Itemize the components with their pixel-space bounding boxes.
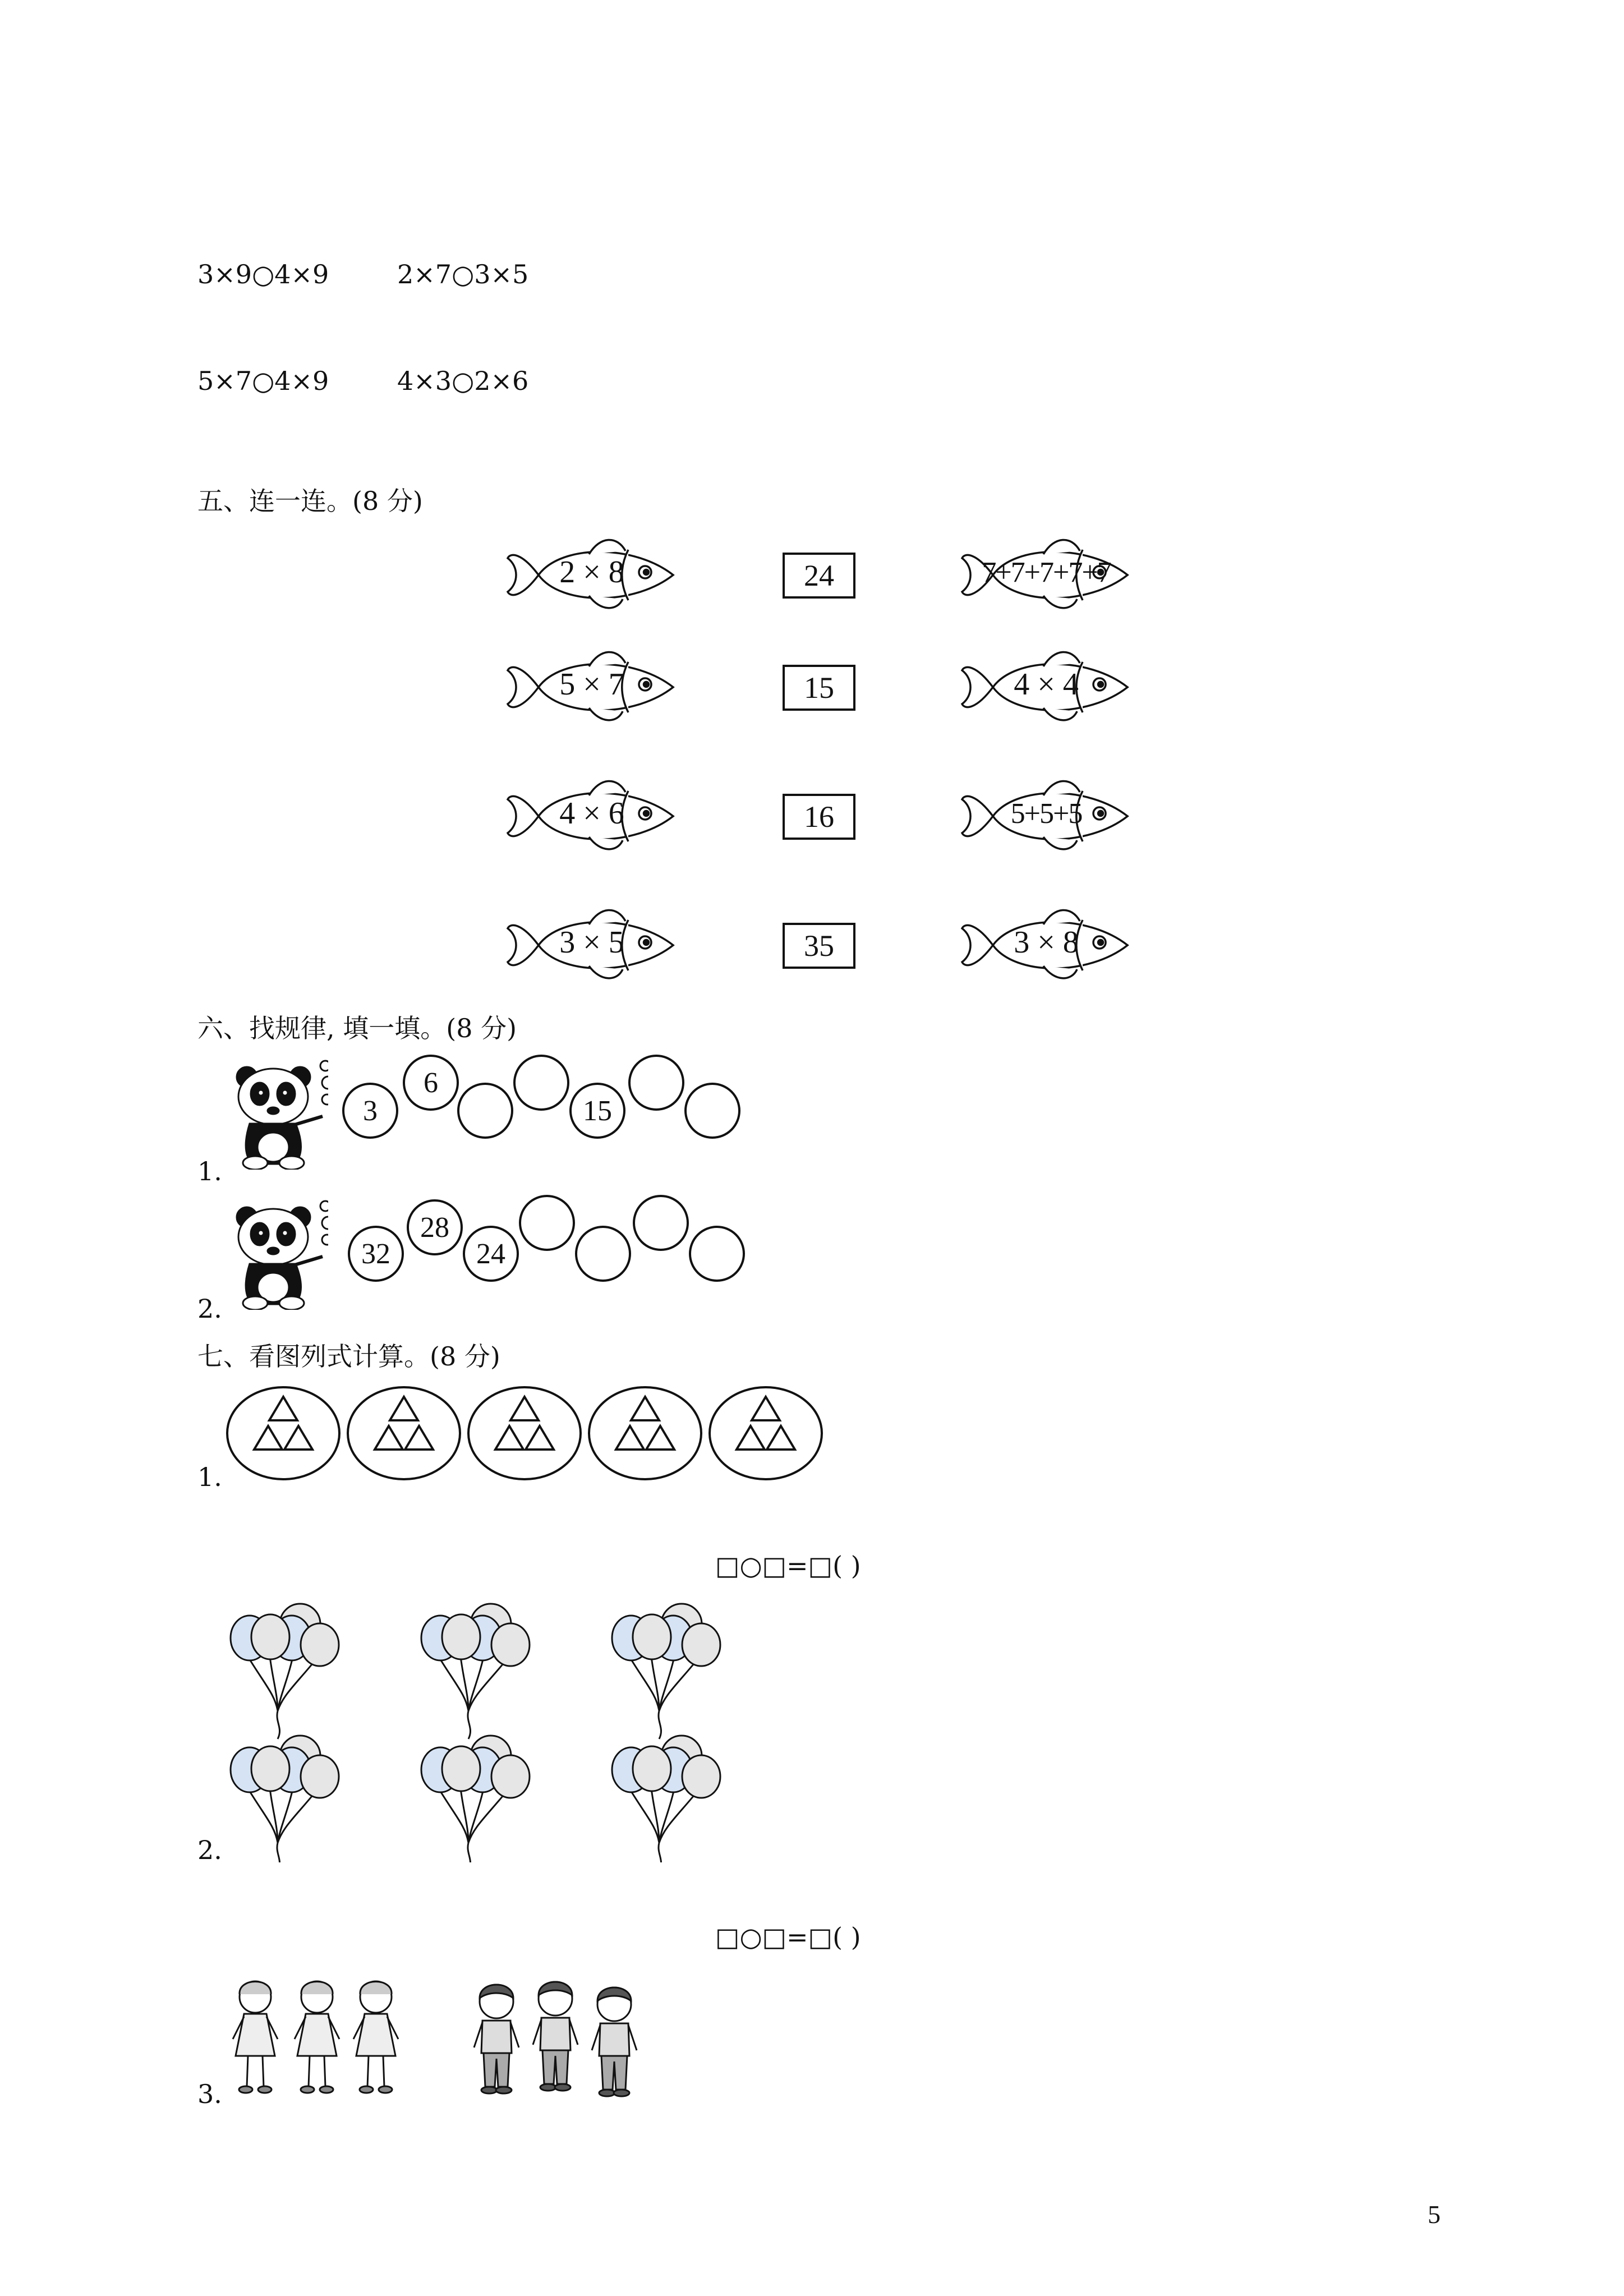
fish-right-4[interactable] xyxy=(959,903,1133,987)
sequence2-circle[interactable] xyxy=(633,1195,689,1251)
section7-title: 七、看图列式计算。(8 分) xyxy=(197,1341,500,1372)
sequence1-circle[interactable]: 6 xyxy=(403,1055,459,1111)
section6-item2-label: 2. xyxy=(197,1294,222,1324)
sequence2-circle[interactable] xyxy=(519,1195,575,1251)
answer-box-3[interactable]: 16 xyxy=(783,794,855,840)
fish-expression: 2 × 8 xyxy=(559,555,624,590)
section6-item1-label: 1. xyxy=(197,1156,222,1186)
fish-expression: 4 × 4 xyxy=(1014,667,1079,702)
fish-expression: 3 × 8 xyxy=(1014,925,1079,960)
fish-left-4[interactable] xyxy=(505,903,679,987)
compare-expr-1: 3×9○4×9 xyxy=(197,259,329,289)
section5-title: 五、连一连。(8 分) xyxy=(197,486,423,516)
section7-item3-label: 3. xyxy=(197,2079,222,2109)
sequence2-circle[interactable]: 32 xyxy=(348,1226,404,1282)
sequence1-circle[interactable] xyxy=(684,1083,740,1139)
sequence2-circle[interactable] xyxy=(689,1226,745,1282)
fish-expression: 5 × 7 xyxy=(559,667,624,702)
triangle-groups xyxy=(224,1380,830,1487)
fish-left-1[interactable] xyxy=(505,533,679,617)
sequence2-circle[interactable]: 24 xyxy=(463,1226,519,1282)
compare-expr-2: 2×7○3×5 xyxy=(397,259,529,289)
sequence1-circle[interactable] xyxy=(513,1055,569,1111)
sequence1-circle[interactable]: 15 xyxy=(569,1083,625,1139)
equation-1[interactable]: □○□=□( ) xyxy=(715,1550,861,1581)
section6-title: 六、找规律, 填一填。(8 分) xyxy=(197,1013,517,1043)
sequence2-circle[interactable]: 28 xyxy=(407,1199,463,1255)
compare-expr-4: 4×3○2×6 xyxy=(397,366,529,396)
fish-right-1[interactable] xyxy=(959,533,1133,617)
sequence2-circle[interactable] xyxy=(575,1226,631,1282)
section7-item2-label: 2. xyxy=(197,1835,222,1865)
section7-item1-label: 1. xyxy=(197,1462,222,1492)
compare-expr-3: 5×7○4×9 xyxy=(197,366,329,396)
answer-box-2[interactable]: 15 xyxy=(783,665,855,711)
sequence1-circle[interactable]: 3 xyxy=(342,1083,398,1139)
fish-expression: 3 × 5 xyxy=(559,925,624,960)
balloon-bunches xyxy=(227,1599,743,1862)
fish-right-3[interactable] xyxy=(959,774,1133,858)
sequence1-circle[interactable] xyxy=(457,1083,513,1139)
panda-icon xyxy=(233,1198,328,1310)
sequence1-circle[interactable] xyxy=(628,1055,684,1111)
equation-2[interactable]: □○□=□( ) xyxy=(715,1922,861,1952)
answer-box-1[interactable]: 24 xyxy=(783,553,855,599)
fish-expression: 7+7+7+7+7 xyxy=(982,556,1111,588)
fish-right-2[interactable] xyxy=(959,645,1133,729)
fish-left-3[interactable] xyxy=(505,774,679,858)
fish-left-2[interactable] xyxy=(505,645,679,729)
fish-expression: 4 × 6 xyxy=(559,796,624,831)
page-number: 5 xyxy=(1428,2200,1441,2229)
fish-expression: 5+5+5 xyxy=(1010,797,1082,830)
answer-box-4[interactable]: 35 xyxy=(783,923,855,969)
children-illustration xyxy=(227,1972,654,2101)
panda-icon xyxy=(233,1057,328,1170)
